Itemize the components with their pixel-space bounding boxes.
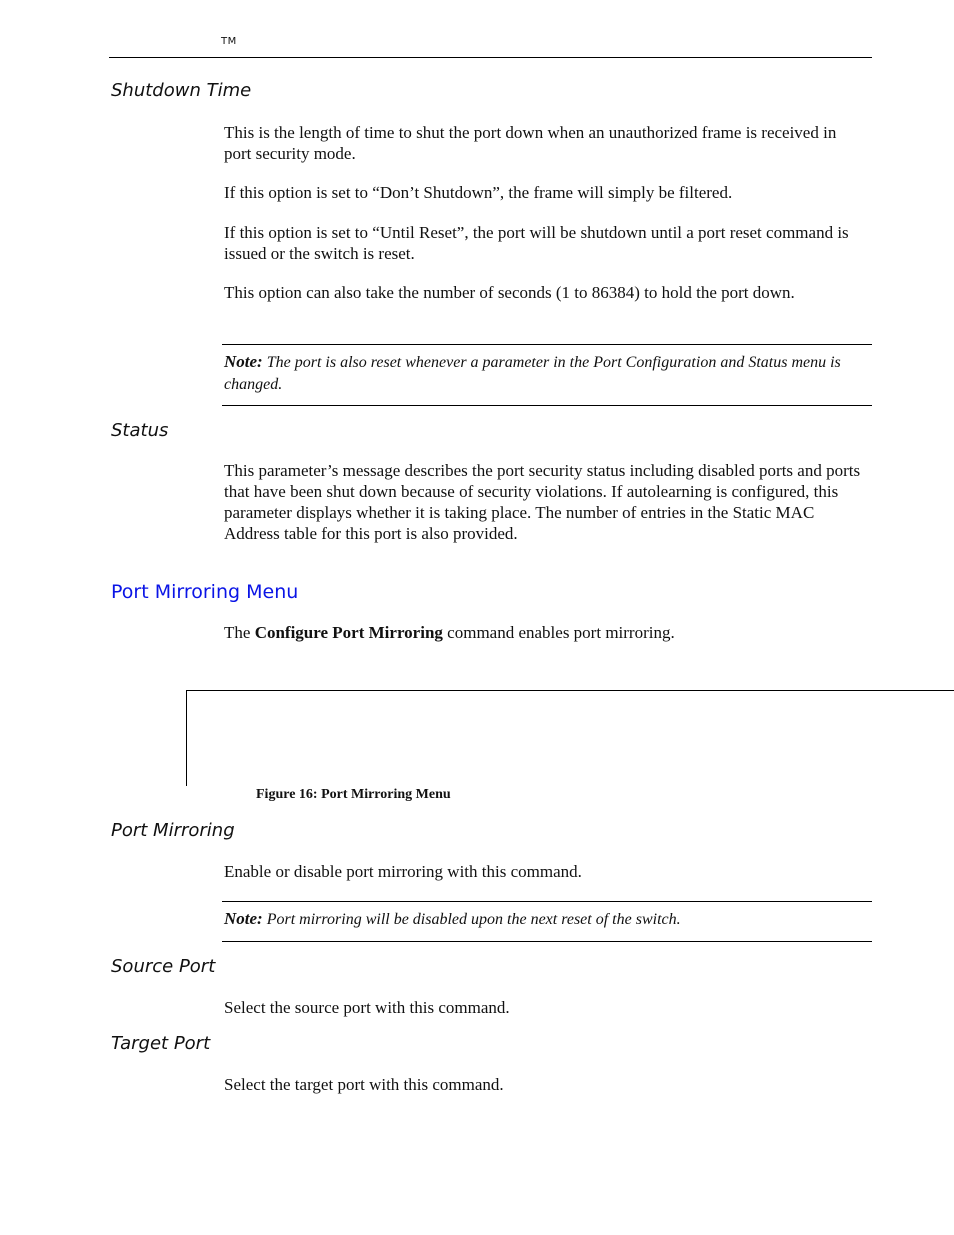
header-rule — [109, 57, 872, 58]
heading-source-port: Source Port — [111, 956, 216, 977]
note-body: The port is also reset whenever a parameter in the Port Configuration and Status menu is changed. — [224, 354, 841, 393]
note-label: Note: — [224, 352, 263, 371]
heading-port-mirroring: Port Mirroring — [111, 820, 235, 841]
shutdown-time-paragraph-4: This option can also take the number of seconds (1 to 86384) to hold the port down. — [224, 283, 795, 302]
note-box-port-mirroring — [222, 901, 872, 942]
heading-target-port: Target Port — [111, 1033, 211, 1054]
source-port-paragraph: Select the source port with this command. — [224, 998, 510, 1017]
note-label: Note: — [224, 909, 263, 928]
target-port-paragraph: Select the target port with this command. — [224, 1075, 504, 1094]
heading-shutdown-time: Shutdown Time — [111, 80, 252, 101]
note-text — [222, 902, 872, 931]
command-name: Configure Port Mirroring — [254, 623, 443, 642]
paragraph-prefix: The — [224, 623, 255, 642]
figure-frame-left — [186, 690, 187, 786]
shutdown-time-paragraph-1: This is the length of time to shut the port down when an unauthorized frame is received in port security mode. — [224, 123, 837, 163]
shutdown-time-paragraph-2: If this option is set to “Don’t Shutdown”, the frame will simply be filtered. — [224, 183, 733, 202]
note-box-port-reset — [222, 344, 872, 406]
heading-status: Status — [111, 420, 169, 441]
note-text — [222, 345, 872, 396]
port-mirroring-menu-paragraph — [224, 622, 864, 643]
shutdown-time-paragraph-3: If this option is set to “Until Reset”, the port will be shutdown until a port reset command is issued or the switch is reset. — [224, 223, 849, 263]
note-body: Port mirroring will be disabled upon the next reset of the switch. — [262, 911, 681, 928]
paragraph-suffix: command enables port mirroring. — [442, 623, 675, 642]
figure-caption: Figure 16: Port Mirroring Menu — [256, 787, 451, 802]
figure-frame-top — [186, 690, 954, 691]
status-paragraph: This parameter’s message describes the port security status including disabled ports and ports that have been shut down because of security violations. If autolearning is configured, this parameter displays whether it is taking place. The number of entries in the Static MAC Address table for this port is also provided. — [224, 461, 861, 543]
heading-port-mirroring-menu: Port Mirroring Menu — [111, 581, 299, 603]
trademark-mark: TM — [221, 36, 237, 47]
port-mirroring-paragraph: Enable or disable port mirroring with this command. — [224, 862, 582, 881]
